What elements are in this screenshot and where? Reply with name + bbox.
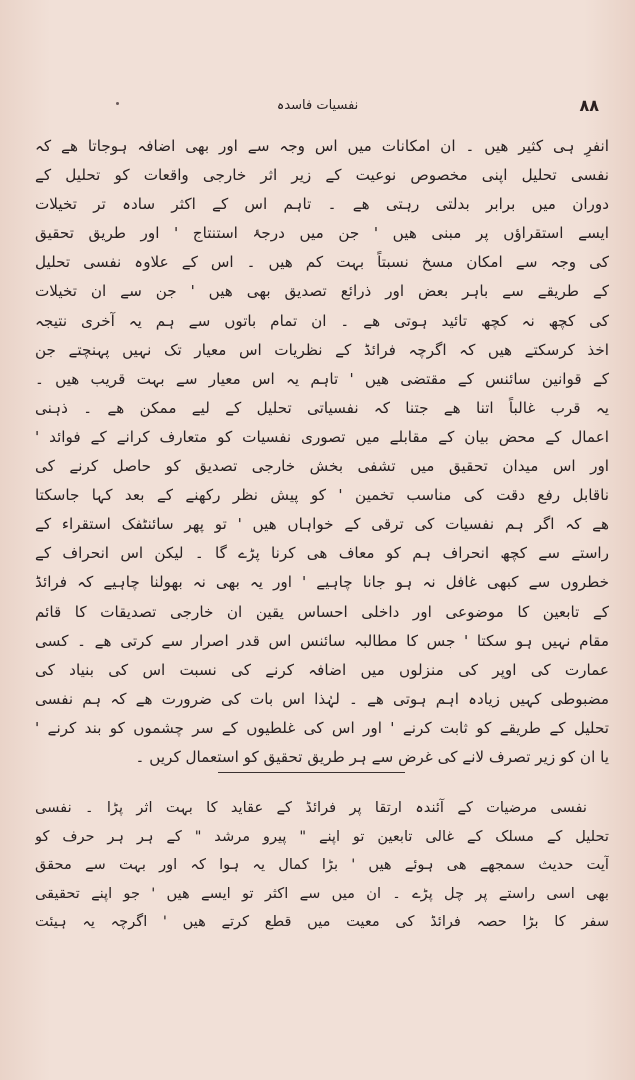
footnote-divider — [218, 772, 405, 773]
text-line: کی وجہ سے امکان مسخ نسبتاً بہت کم ھیں ۔ اس کے علاوہ نفسی تحلیل — [35, 253, 609, 272]
page-number: ۸۸ — [579, 96, 599, 115]
text-line: مضبوطی کہیں زیادہ اہم ہوتی ھے ۔ لہٰذا اس بات کی ضرورت ھے کہ ہم نفسی — [35, 689, 609, 708]
text-line: ھے کہ اگر ہم نفسیات کی ترقی کے خواہاں ھیں ' تو پھر سائنٹفک استقراء کے — [35, 515, 609, 534]
text-line: ناقابل رفع دقت کی مناسب تخمین ' کو پیش نظر رکھنے کے بعد کہا جاسکتا — [35, 486, 609, 505]
footnote — [35, 794, 609, 937]
footnote-line: آیت حدیث سمجھے ھی ہوئے ھیں ' بڑا کمال یہ ہوا کہ اور بہت سے محقق — [35, 856, 609, 873]
footnote-line: بھی اسی راستے پر چل پڑے ۔ ان میں سے اکثر تو ایسے ھیں ' جو اپنے تحقیقی — [35, 884, 609, 902]
text-line: اور اس میدان تحقیق میں تشفی بخش خارجی تصدیق کو حاصل کرنے کی — [35, 457, 609, 476]
text-line: خطروں سے کبھی غافل نہ ہو جانا چاہیے ' اور یہ بھی نہ بھولنا چاہیے کہ فرائڈ — [35, 573, 609, 592]
text-line: راستے سے کچھ انحراف ہم کو معاف ھی کرنا پڑے گا ۔ لیکن اس انحراف کے — [35, 544, 609, 563]
text-line: اخذ کرسکتے ھیں کہ اگرچہ فرائڈ کے نظریات اس معیار تک نہیں پہنچتے جن — [35, 340, 609, 359]
text-line: ایسے استقراؤں پر مبنی ھیں ' جن میں درجۂ استنتاج ' اور طریق تحقیق — [35, 224, 609, 243]
text-line: اعمال کے محض بیان کے مقابلے میں تصوری نفسیات کو متعارف کرانے کے فوائد ' — [35, 427, 609, 446]
text-line: نفسی تحلیل اپنی مخصوص نوعیت کے زیر اثر خارجی واقعات کو تحلیل کے — [35, 166, 609, 185]
footnote-line: سفر کا بڑا حصہ فرائڈ کی معیت میں قطع کرتے ھیں ' اگرچہ یہ ہیئت — [35, 913, 609, 930]
text-line: یا ان کو زیر تصرف لانے کی غرض سے ہر طریق تحقیق کو استعمال کریں ۔ — [135, 747, 609, 766]
text-line: کی کچھ نہ کچھ تائید ہوتی ھے ۔ ان تمام باتوں سے ہم یہ آخری نتیجہ — [35, 311, 609, 330]
text-line: کے تابعین کا موضوعی اور داخلی احساس یقین ان خارجی تصدیقات کا قائم — [35, 602, 609, 621]
text-line: مقام نہیں ہو سکتا ' جس کا مطالبہ سائنس اس قدر اصرار سے کرتی ھے ۔ کسی — [35, 631, 609, 650]
text-line: تحلیل کے طریقے کو ثابت کرنے ' اور اس کی غلطیوں کے سر چشموں کو بند کرنے ' — [35, 718, 609, 737]
footnote-line: نفسی مرضیات کے آئندہ ارتقا پر فرائڈ کے عقاید کا بہت اثر پڑا ۔ نفسی — [35, 799, 587, 816]
running-title: نفسیات فاسدہ — [276, 98, 359, 113]
text-line: کے طریقے سے باہر بعض اور ذرائع تصدیق بھی ھیں ' جن سے ان تخیلات — [35, 282, 609, 301]
text-line: انفرِ ہی کثیر ھیں ۔ ان امکانات میں اس وجہ سے اور بھی اضافہ ہوجاتا ھے کہ — [35, 137, 609, 155]
body-text — [35, 132, 609, 772]
text-line: عمارت کی اوپر کی منزلوں میں اضافہ کرنے کی نسبت اس کی بنیاد کی — [35, 660, 609, 679]
footnote-line: تحلیل کے مسلک کے غالی تابعین تو اپنے " پیرو مرشد " کے ہر ہر حرف کو — [35, 827, 609, 845]
page-header — [0, 96, 635, 122]
text-line: یہ قرب غالباً اتنا ھے جتنا کہ نفسیاتی تحلیل کے لیے ممکن ھے ۔ ذہنی — [35, 398, 609, 417]
text-line: کے قوانین سائنس کے مقتضی ھیں ' تاہم یہ اس معیار سے بہت قریب ھیں ۔ — [35, 369, 609, 388]
text-line: دوران میں برابر بدلتی رہتی ھے ۔ تاہم اس کے اکثر سادہ تر تخیلات — [35, 195, 609, 214]
